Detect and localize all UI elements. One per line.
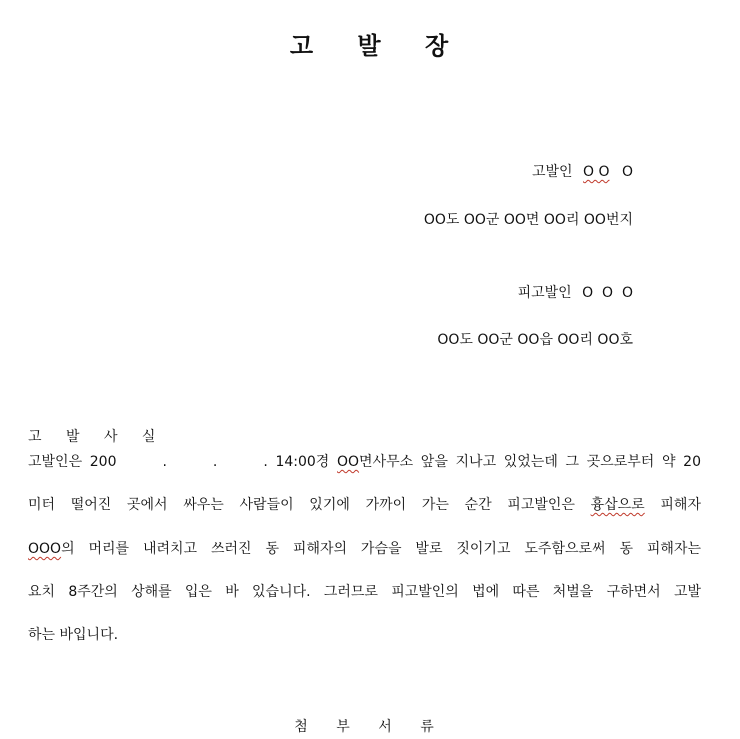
facts-line-2 (28, 494, 701, 514)
accused-address: OO도 OO군 OO읍 OO리 OO호 (437, 332, 633, 348)
accused-name: O O O (582, 285, 633, 301)
facts-marked-word: OO (337, 454, 360, 470)
attachments-heading: 첨 부 서 류 (294, 719, 446, 735)
facts-marked-word: OOO (28, 541, 62, 557)
complainant-name-line (532, 161, 633, 181)
facts-line-1 (28, 451, 701, 471)
accused-label: 피고발인 (517, 285, 572, 301)
complainant-name-rest: O (621, 164, 633, 180)
facts-text: 미터 떨어진 곳에서 싸우는 사람들이 있기에 가까이 가는 순간 피고발인은 (28, 497, 591, 513)
complainant-name-marked: O O (583, 164, 610, 180)
title-char: 발 (357, 31, 383, 60)
facts-text: 의 머리를 내려치고 쓰러진 동 피해자의 가슴을 발로 짓이기고 도주함으로써 동 피해자는 (61, 541, 701, 557)
facts-line-4: 요치 8주간의 상해를 입은 바 있습니다. 그러므로 피고발인의 법에 따른 처벌을 구하면서 고발 (28, 584, 701, 600)
facts-line-3 (28, 538, 701, 558)
complainant-address: OO도 OO군 OO면 OO리 OO번지 (423, 212, 633, 228)
document-title (0, 26, 740, 61)
facts-marked-word: 흉삽으로 (590, 497, 645, 513)
complainant-label: 고발인 (531, 164, 573, 180)
facts-text: 면사무소 앞을 지나고 있었는데 그 곳으로부터 약 20 (359, 454, 701, 470)
accused-name-line (518, 282, 633, 302)
title-char: 장 (424, 31, 451, 60)
facts-text: 고발인은 200 . . . 14:00경 (28, 454, 337, 470)
facts-line-5: 하는 바입니다. (28, 627, 119, 643)
facts-heading: 고 발 사 실 (28, 429, 166, 445)
title-char: 고 (289, 31, 316, 60)
facts-text: 피해자 (644, 497, 701, 513)
